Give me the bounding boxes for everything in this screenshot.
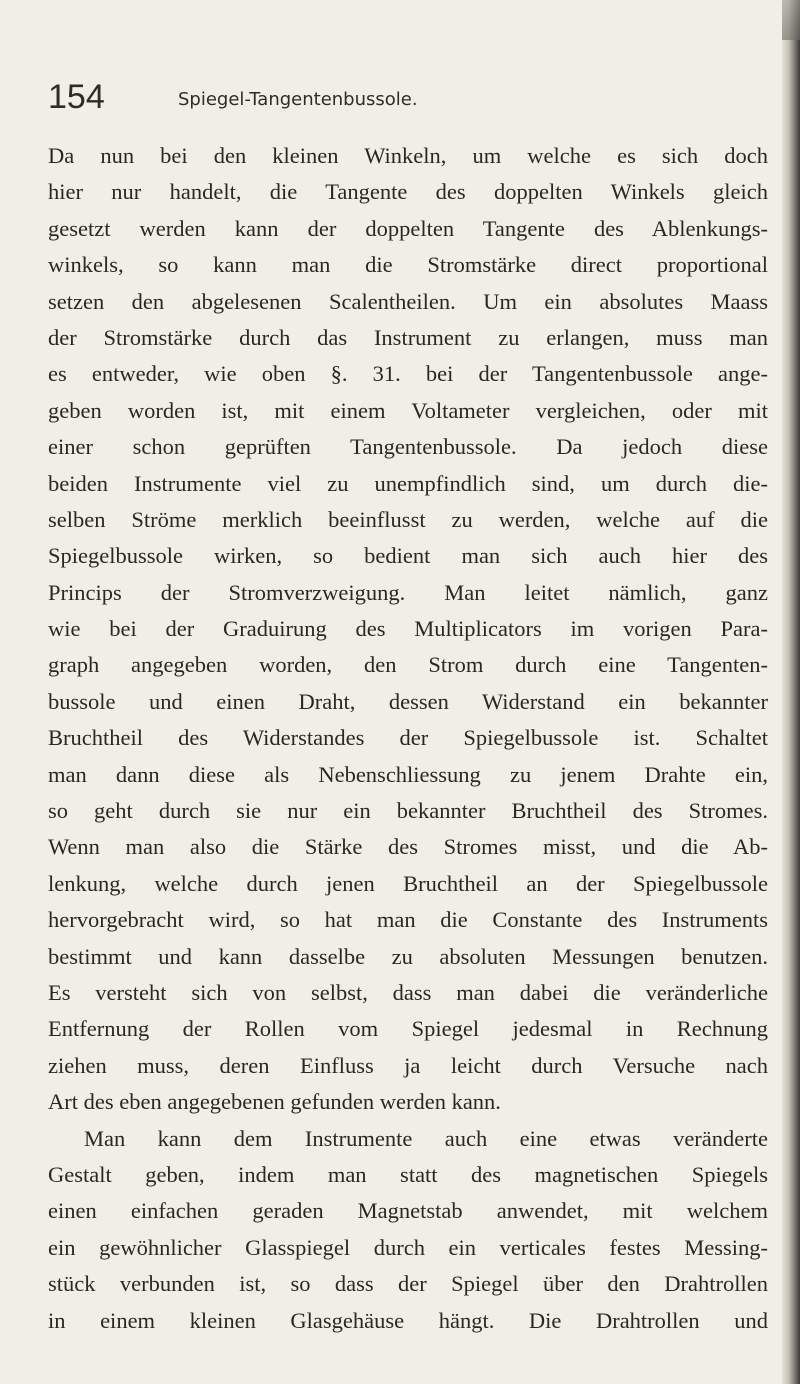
text-line: gesetzt werden kann der doppelten Tangente des Ablenkungs-: [48, 215, 768, 241]
text-line: Gestalt geben, indem man statt des magnetischen Spiegels: [48, 1161, 768, 1187]
text-line: hervorgebracht wird, so hat man die Constante des Instruments: [48, 907, 768, 933]
text-line: graph angegeben worden, den Strom durch eine Tangenten-: [48, 652, 768, 678]
text-line: geben worden ist, mit einem Voltameter vergleichen, oder mit: [48, 397, 768, 423]
text-line: stück verbunden ist, so dass der Spiegel über den Drahtrollen: [48, 1271, 768, 1297]
text-line: wie bei der Graduirung des Multiplicators im vorigen Para-: [48, 616, 768, 642]
running-title: Spiegel-Tangentenbussole.: [178, 89, 418, 110]
text-line: der Stromstärke durch das Instrument zu erlangen, muss man: [48, 324, 768, 350]
paragraph-2: [48, 1121, 768, 1339]
text-line: bestimmt und kann dasselbe zu absoluten Messungen benutzen.: [48, 943, 768, 969]
text-line: Spiegelbussole wirken, so bedient man sich auch hier des: [48, 543, 768, 569]
text-line: einen einfachen geraden Magnetstab anwendet, mit welchem: [48, 1198, 768, 1224]
text-line: Bruchtheil des Widerstandes der Spiegelbussole ist. Schaltet: [48, 725, 768, 751]
text-line: beiden Instrumente viel zu unempfindlich sind, um durch die-: [48, 470, 768, 496]
text-line: Art des eben angegebenen gefunden werden kann.: [48, 1089, 501, 1115]
text-line: Es versteht sich von selbst, dass man dabei die veränderliche: [48, 979, 768, 1005]
scan-edge-shadow: [782, 0, 800, 40]
text-line: Man kann dem Instrumente auch eine etwas veränderte: [84, 1125, 768, 1151]
text-line: setzen den abgelesenen Scalentheilen. Um ein absolutes Maass: [48, 288, 768, 314]
text-line: Wenn man also die Stärke des Stromes misst, und die Ab-: [48, 834, 768, 860]
text-line: ein gewöhnlicher Glasspiegel durch ein verticales festes Messing-: [48, 1234, 768, 1260]
scan-binding-edge: [782, 0, 800, 1384]
text-line: es entweder, wie oben §. 31. bei der Tangentenbussole ange-: [48, 361, 768, 387]
text-line: selben Ströme merklich beeinflusst zu werden, welche auf die: [48, 506, 768, 532]
text-line: lenkung, welche durch jenen Bruchtheil an der Spiegelbussole: [48, 870, 768, 896]
text-line: Da nun bei den kleinen Winkeln, um welche es sich doch: [48, 143, 768, 168]
text-line: einer schon geprüften Tangentenbussole. Da jedoch diese: [48, 434, 768, 460]
text-line: in einem kleinen Glasgehäuse hängt. Die Drahtrollen und: [48, 1307, 768, 1333]
text-line: ziehen muss, deren Einfluss ja leicht durch Versuche nach: [48, 1052, 768, 1078]
text-line: man dann diese als Nebenschliessung zu jenem Drahte ein,: [48, 761, 768, 787]
body-text: [48, 138, 768, 1339]
text-line: Princips der Stromverzweigung. Man leitet nämlich, ganz: [48, 579, 768, 605]
page-header: [48, 78, 748, 118]
text-line: bussole und einen Draht, dessen Widerstand ein bekannter: [48, 688, 768, 714]
text-line: so geht durch sie nur ein bekannter Bruchtheil des Stromes.: [48, 798, 768, 824]
text-line: hier nur handelt, die Tangente des doppelten Winkels gleich: [48, 179, 768, 205]
paragraph-1: [48, 138, 768, 1121]
text-line: winkels, so kann man die Stromstärke direct proportional: [48, 252, 768, 278]
page-number: 154: [48, 78, 105, 116]
text-line: Entfernung der Rollen vom Spiegel jedesmal in Rechnung: [48, 1016, 768, 1042]
